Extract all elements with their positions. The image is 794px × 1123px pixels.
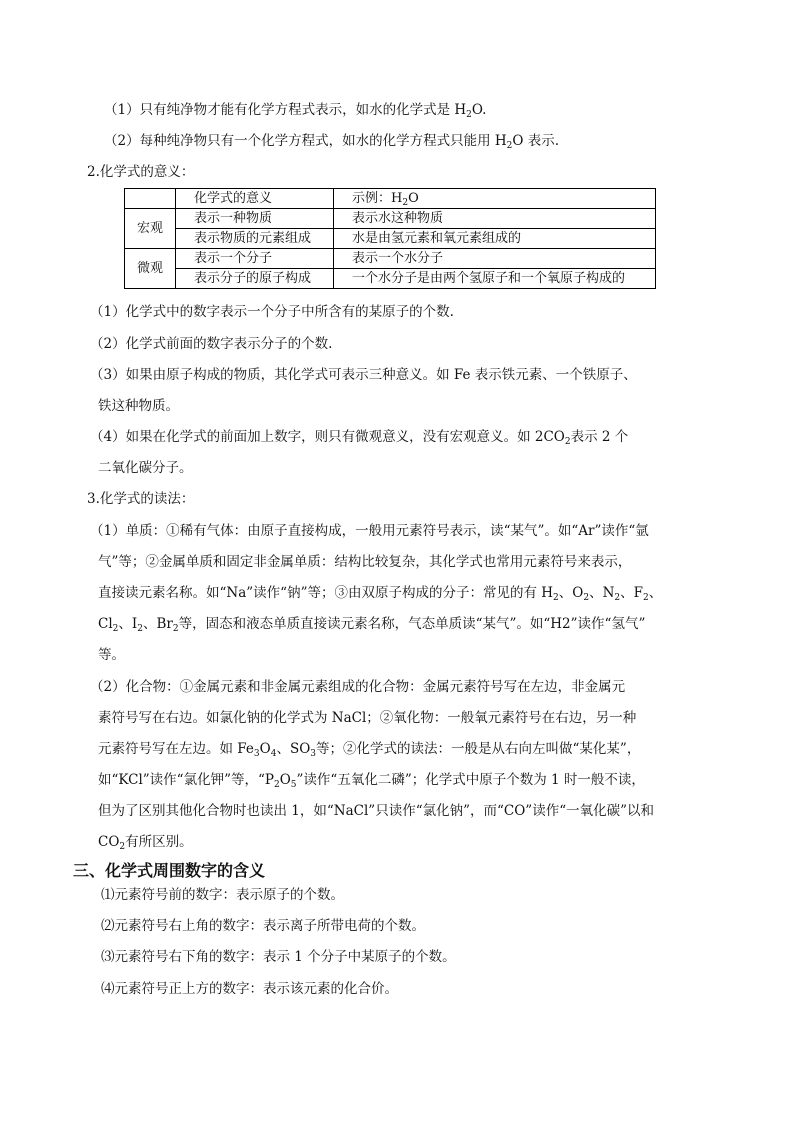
category-macro: 宏观: [125, 209, 176, 249]
subscript: 2: [583, 593, 590, 603]
subscript: 2: [112, 624, 119, 634]
rule-1-text-end: O.: [471, 102, 487, 118]
text-run: 等，固态和液态单质直接读元素名称，气态单质读“某气”。如“H2”读作“氢气”: [178, 616, 646, 632]
table-cell: 表示一种物质: [176, 209, 334, 229]
subscript: 2: [119, 842, 126, 852]
section-3-title: 3.化学式的读法：: [87, 491, 195, 507]
table-row: [125, 209, 656, 229]
table-cell: 一个水分子是由两个氢原子和一个氧原子构成的: [334, 269, 656, 289]
reading-elements-line-4: [98, 615, 645, 633]
reading-compounds-line-3: [98, 740, 640, 758]
meaning-item-4-text: （4）如果在化学式的前面加上数字，则只有微观意义，没有宏观意义。如 2CO: [90, 429, 565, 445]
reading-elements-line-3: [98, 584, 662, 602]
text-run: ”读作“五氧化二磷”；化学式中原子个数为 1 时一般不读，: [296, 772, 645, 788]
text-run: Cl: [98, 616, 113, 632]
text-run: O: [279, 772, 291, 788]
text-run: O: [259, 741, 271, 757]
subscript: 2: [643, 593, 649, 603]
text-run: 、Br: [142, 616, 173, 632]
rule-2-text: （2）每种纯净物只有一个化学方程式，如水的化学方程式只能用 H: [104, 133, 507, 149]
table-header-row: [125, 189, 656, 209]
text-run: 、F: [620, 585, 643, 601]
subscript: 3: [310, 749, 317, 759]
text-run: 有所区别。: [125, 834, 193, 850]
table-header-example: [334, 189, 656, 209]
reading-elements-line-2: 气”等；②金属单质和固定非金属单质：结构比较复杂，其化学式也常用元素符号来表示，: [98, 554, 632, 570]
table-header-meaning: 化学式的意义: [176, 189, 334, 209]
text-run: 等；②化学式的读法：一般是从右向左叫做“某化某”，: [316, 741, 641, 757]
subscript: 2: [172, 624, 179, 634]
table-cell: [125, 189, 176, 209]
text-run: 、O: [558, 585, 584, 601]
subscript: 2: [564, 437, 571, 447]
table-header-example-text: 示例：H: [352, 191, 403, 206]
reading-elements-line-5: 等。: [98, 647, 125, 663]
table-header-example-end: O: [408, 191, 419, 206]
text-run: 、N: [589, 585, 615, 601]
category-micro: 微观: [125, 249, 176, 289]
table-cell: 表示物质的元素组成: [176, 229, 334, 249]
meaning-item-1: （1）化学式中的数字表示一个分子中所含有的某原子的个数.: [90, 304, 454, 320]
subscript: 2: [466, 110, 472, 120]
table-cell: 表示一个水分子: [334, 249, 656, 269]
text-run: 如“KCl”读作“氯化钾”等，“P: [98, 772, 274, 788]
subscript: 5: [290, 780, 297, 790]
meaning-item-3: （3）如果由原子构成的物质，其化学式可表示三种意义。如 Fe 表示铁元素、一个铁原子、: [90, 367, 637, 383]
subscript: 2: [273, 780, 280, 790]
section-2-title: 2.化学式的意义：: [87, 164, 195, 180]
subscript: 4: [270, 749, 277, 759]
text-run: 、SO: [276, 741, 311, 757]
rule-1-text: （1）只有纯净物才能有化学方程式表示，如水的化学式是 H: [104, 102, 467, 118]
number-meaning-3: ⑶元素符号右下角的数字：表示 1 个分子中某原子的个数。: [101, 949, 456, 965]
meaning-table: [124, 188, 656, 289]
text-run: CO: [98, 834, 120, 850]
reading-compounds-line-4: [98, 771, 645, 789]
number-meaning-2: ⑵元素符号右上角的数字：表示离子所带电荷的个数。: [101, 918, 425, 934]
number-meaning-1: ⑴元素符号前的数字：表示原子的个数。: [101, 887, 344, 903]
subscript: 2: [506, 141, 513, 151]
table-row: [125, 229, 656, 249]
reading-compounds-line-2: 素符号写在右边。如氯化钠的化学式为 NaCl；②氧化物：一般氧元素符号在右边，另一种: [98, 710, 637, 726]
table-row: [125, 269, 656, 289]
meaning-item-4-text-end: 表示 2 个: [570, 429, 629, 445]
table-cell: 表示一个分子: [176, 249, 334, 269]
meaning-item-3-cont: 铁这种物质。: [98, 398, 179, 414]
table-cell: 水是由氢元素和氧元素组成的: [334, 229, 656, 249]
meaning-item-2: （2）化学式前面的数字表示分子的个数.: [90, 336, 333, 352]
subscript: 2: [137, 624, 143, 634]
text-run: 元素符号写在左边。如 Fe: [98, 741, 254, 757]
subscript: 2: [402, 198, 409, 208]
subscript: 2: [553, 593, 559, 603]
meaning-item-4: [90, 428, 628, 446]
subscript: 2: [614, 593, 621, 603]
table-cell: 表示水这种物质: [334, 209, 656, 229]
reading-compounds-line-1: （2）化合物：①金属元素和非金属元素组成的化合物：金属元素符号写在左边，非金属元: [90, 679, 626, 695]
number-meaning-4: ⑷元素符号正上方的数字：表示该元素的化合价。: [101, 981, 398, 997]
table-cell: 表示分子的原子构成: [176, 269, 334, 289]
reading-compounds-line-5: 但为了区别其他化合物时也读出 1，如“NaCl”只读作“氯化钠”，而“CO”读作“一氧化碳”以和: [98, 803, 654, 819]
subscript: 3: [253, 749, 260, 759]
text-run: 、: [648, 585, 663, 601]
table-row: [125, 249, 656, 269]
text-run: 直接读元素名称。如“Na”读作“钠”等；③由双原子构成的分子：常见的有 H: [98, 585, 554, 601]
text-run: 、I: [118, 616, 138, 632]
section-heading: 三、化学式周围数字的含义: [73, 861, 266, 880]
reading-elements-line-1: （1）单质：①稀有气体：由原子直接构成，一般用元素符号表示，读“某气”。如“Ar”读作“氩: [90, 523, 649, 539]
meaning-item-4-cont: 二氧化碳分子。: [98, 460, 193, 476]
rule-2-text-end: O 表示.: [512, 133, 560, 149]
rule-2: [104, 132, 559, 150]
reading-compounds-line-6: [98, 833, 193, 851]
rule-1: [104, 101, 486, 119]
